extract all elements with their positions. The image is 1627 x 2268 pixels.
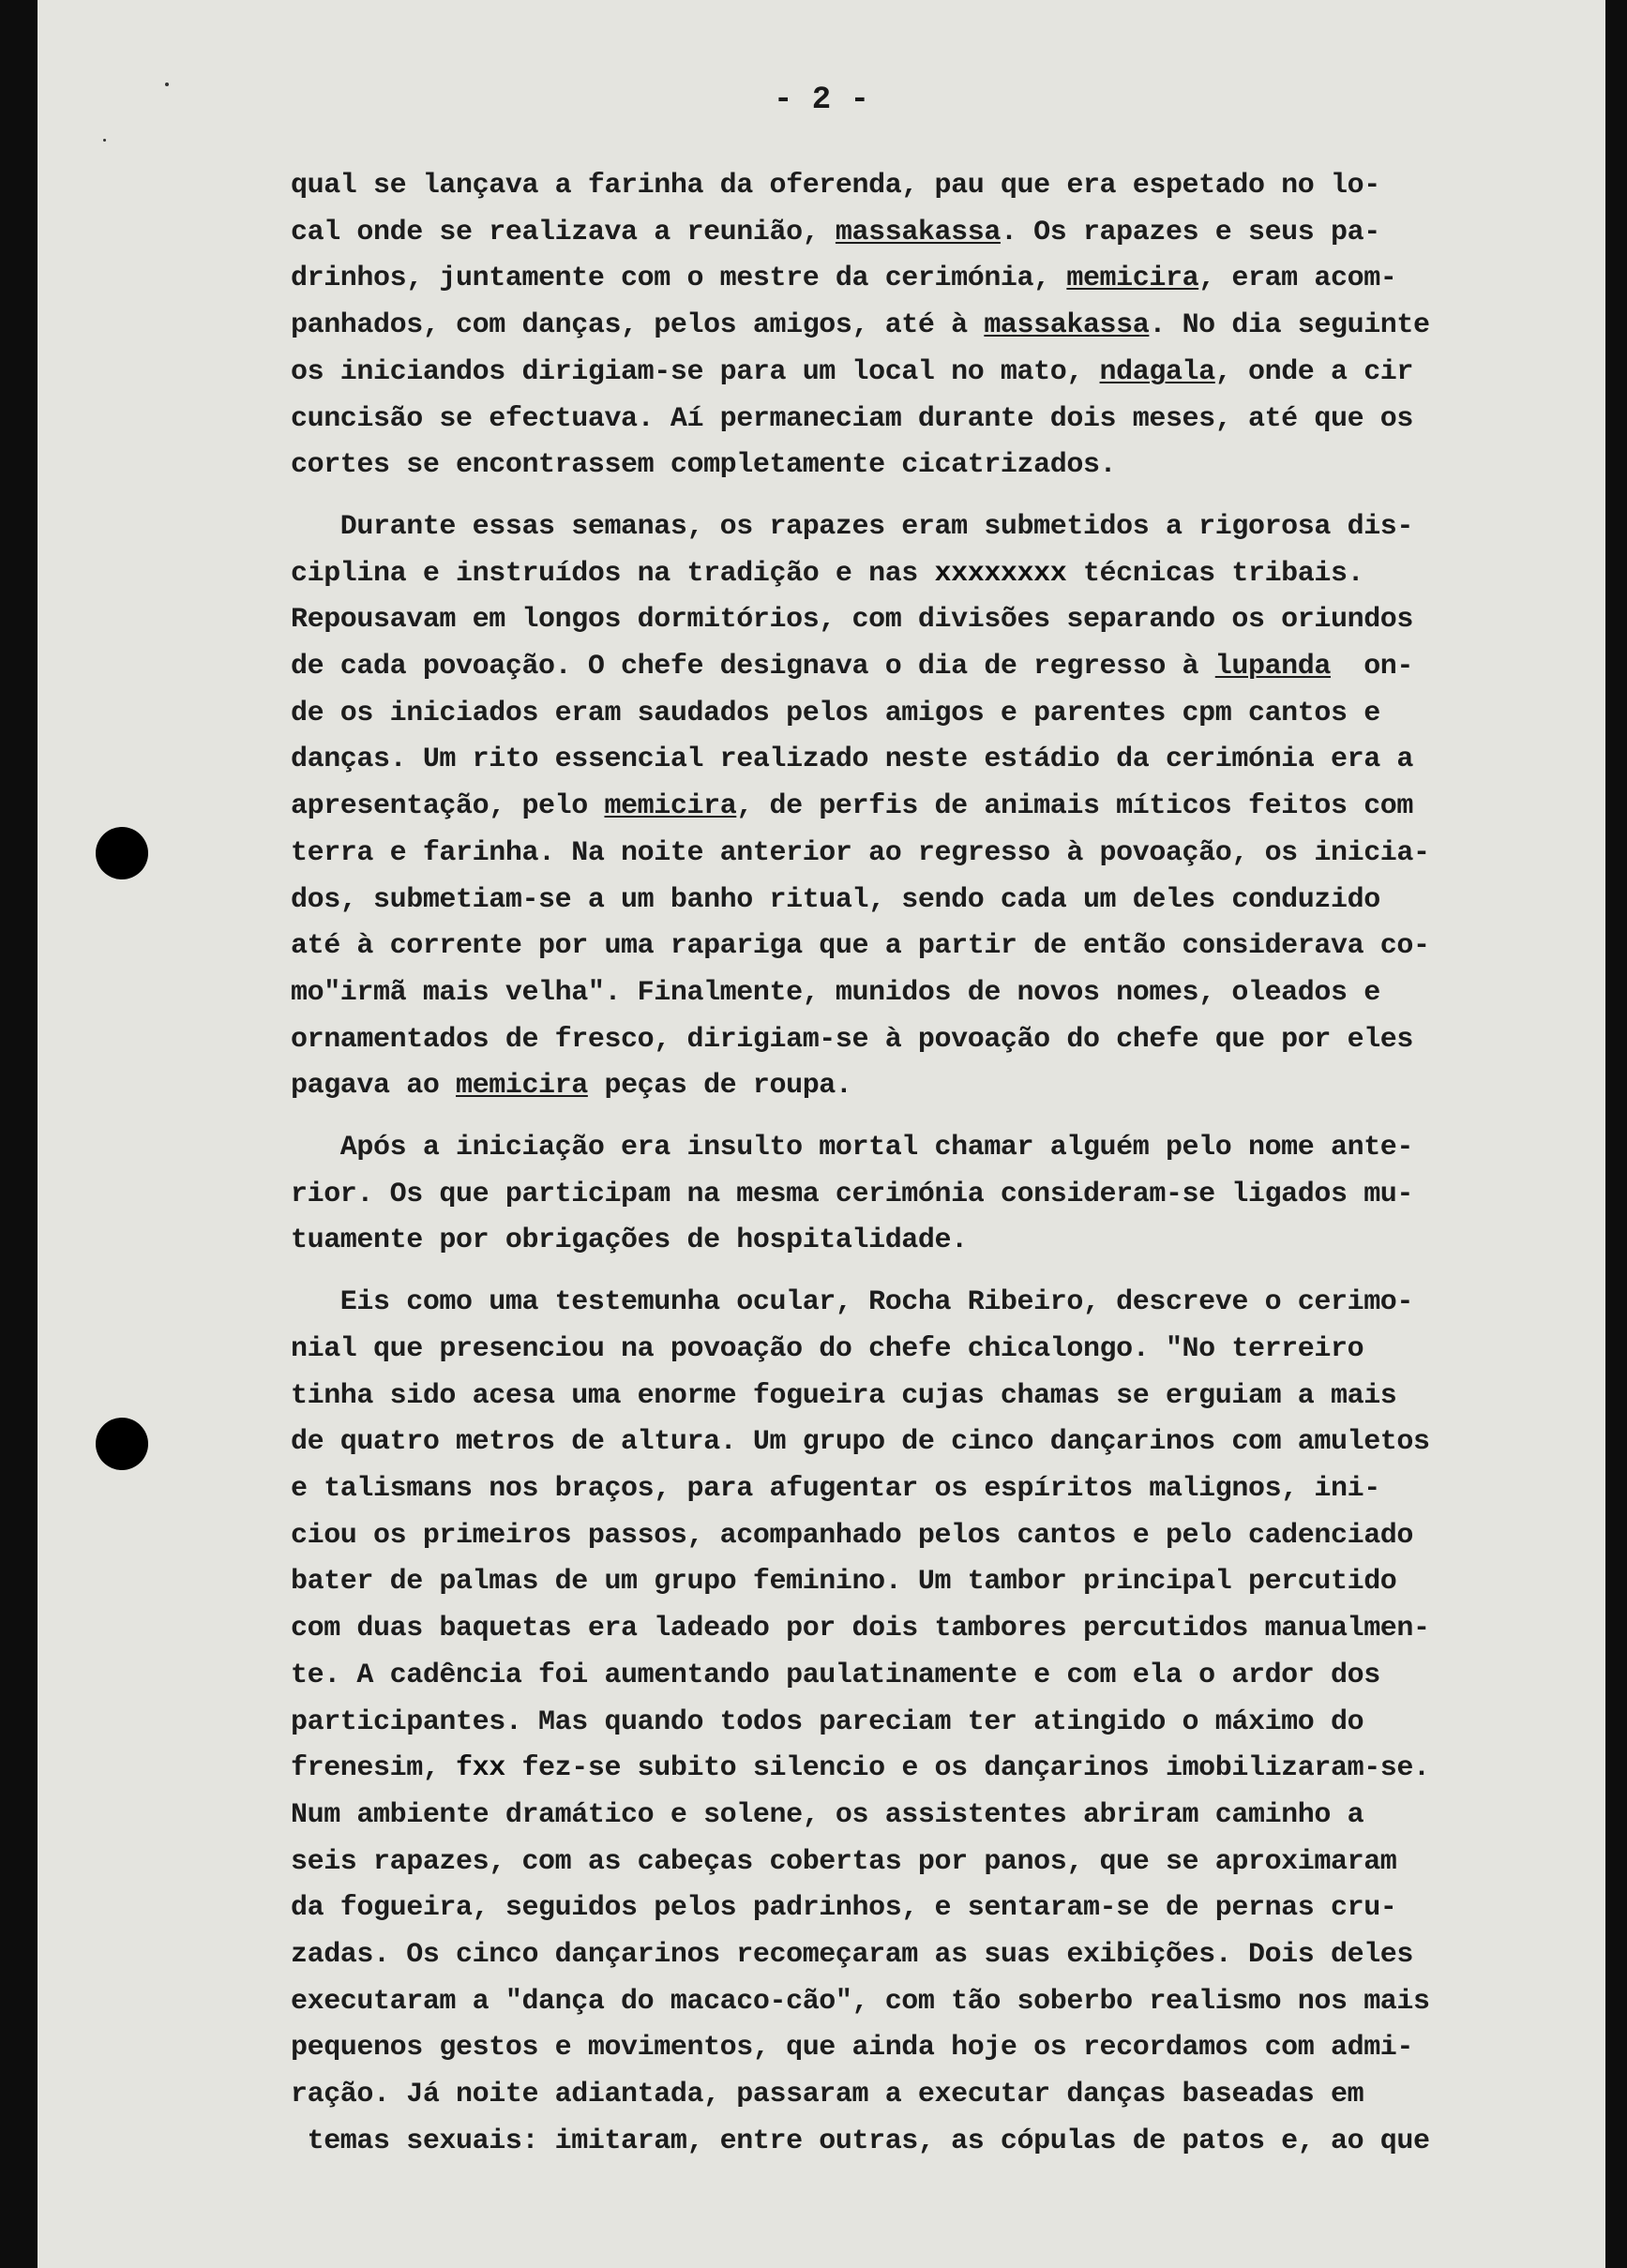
text-line bbox=[291, 1017, 1605, 1064]
text-line bbox=[291, 878, 1605, 924]
text-run: . No dia seguinte bbox=[1149, 309, 1430, 342]
text-line bbox=[291, 1793, 1605, 1840]
text-run: pagava ao bbox=[291, 1070, 457, 1103]
text-line bbox=[291, 1125, 1605, 1172]
text-line bbox=[291, 1513, 1605, 1560]
text-line bbox=[291, 970, 1605, 1017]
text-run: Após a iniciação era insulto mortal chamar alguém pelo nome ante- bbox=[291, 1132, 1413, 1164]
paragraph bbox=[291, 504, 1605, 1110]
text-line bbox=[291, 2025, 1605, 2072]
typed-body-text bbox=[291, 163, 1605, 2181]
text-line bbox=[291, 597, 1605, 644]
text-line bbox=[291, 210, 1605, 257]
underlined-term: memicira bbox=[604, 790, 737, 823]
paragraph bbox=[291, 1125, 1605, 1265]
text-run: de os iniciados eram saudados pelos amigos e parentes cpm cantos e bbox=[291, 697, 1380, 729]
text-line bbox=[291, 831, 1605, 878]
text-run: mo"irmã mais velha". Finalmente, munidos de novos nomes, oleados e bbox=[291, 976, 1380, 1009]
text-run: bater de palmas de um grupo feminino. Um tambor principal percutido bbox=[291, 1566, 1397, 1599]
text-line bbox=[291, 1932, 1605, 1979]
text-run: Repousavam em longos dormitórios, com divisões separando os oriundos bbox=[291, 604, 1413, 637]
text-line bbox=[291, 1979, 1605, 2026]
text-run: peças de roupa. bbox=[587, 1070, 852, 1103]
ink-speck bbox=[103, 139, 106, 142]
struck-out-text: xxxxxxxx bbox=[934, 557, 1067, 590]
text-line bbox=[291, 2119, 1605, 2166]
paragraph bbox=[291, 1280, 1605, 2165]
punch-hole-lower bbox=[96, 1418, 148, 1470]
text-line bbox=[291, 1374, 1605, 1420]
struck-out-text: fxx bbox=[456, 1752, 505, 1785]
text-line bbox=[291, 1840, 1605, 1886]
underlined-term: ndagala bbox=[1099, 355, 1215, 388]
text-line bbox=[291, 1746, 1605, 1793]
text-run: com duas baquetas era ladeado por dois tambores percutidos manualmen- bbox=[291, 1613, 1430, 1645]
text-run: Durante essas semanas, os rapazes eram submetidos a rigorosa dis- bbox=[291, 510, 1413, 543]
text-run: dos, submetiam-se a um banho ritual, sendo cada um deles conduzido bbox=[291, 883, 1380, 916]
text-line bbox=[291, 1172, 1605, 1219]
text-run: ração. Já noite adiantada, passaram a executar danças baseadas em bbox=[291, 2079, 1364, 2111]
text-run: rior. Os que participam na mesma cerimónia consideram-se ligados mu- bbox=[291, 1178, 1413, 1210]
text-run: cortes se encontrassem completamente cicatrizados. bbox=[291, 449, 1117, 482]
text-run: zadas. Os cinco dançarinos recomeçaram as suas exibições. Dois deles bbox=[291, 1939, 1413, 1972]
text-run: pequenos gestos e movimentos, que ainda hoje os recordamos com admi- bbox=[291, 2032, 1413, 2065]
text-run: executaram a "dança do macaco-cão", com tão soberbo realismo nos mais bbox=[291, 1985, 1430, 2018]
underlined-term: memicira bbox=[456, 1070, 588, 1103]
text-line bbox=[291, 1606, 1605, 1653]
document-page bbox=[38, 0, 1605, 2268]
text-run: drinhos, juntamente com o mestre da cerimónia, bbox=[291, 263, 1067, 295]
text-run: nial que presenciou na povoação do chefe chicalongo. "No terreiro bbox=[291, 1332, 1364, 1365]
text-run: danças. Um rito essencial realizado neste estádio da cerimónia era a bbox=[291, 743, 1413, 776]
page-number: - 2 - bbox=[773, 83, 870, 118]
text-line bbox=[291, 1218, 1605, 1265]
text-line bbox=[291, 1419, 1605, 1466]
underlined-term: massakassa bbox=[984, 309, 1150, 342]
text-run: tuamente por obrigações de hospitalidade. bbox=[291, 1224, 968, 1257]
text-run: seis rapazes, com as cabeças cobertas por panos, que se aproximaram bbox=[291, 1845, 1397, 1878]
text-run: , onde a cir bbox=[1214, 355, 1414, 388]
text-run: ciplina e instruídos na tradição e nas bbox=[291, 557, 935, 590]
text-line bbox=[291, 504, 1605, 551]
text-run: temas sexuais: imitaram, entre outras, as cópulas de patos e, ao que bbox=[291, 2125, 1430, 2157]
underlined-term: massakassa bbox=[835, 216, 1001, 248]
text-run: até à corrente por uma rapariga que a partir de então considerava co- bbox=[291, 930, 1430, 963]
text-line bbox=[291, 1466, 1605, 1513]
text-run: da fogueira, seguidos pelos padrinhos, e sentaram-se de pernas cru- bbox=[291, 1892, 1397, 1925]
text-run: , eram acom- bbox=[1198, 263, 1397, 295]
text-run: de quatro metros de altura. Um grupo de cinco dançarinos com amuletos bbox=[291, 1426, 1430, 1459]
text-line bbox=[291, 303, 1605, 350]
text-run: cal onde se realizava a reunião, bbox=[291, 216, 836, 248]
text-line bbox=[291, 551, 1605, 598]
text-run: apresentação, pelo bbox=[291, 790, 605, 823]
text-run: ornamentados de fresco, dirigiam-se à povoação do chefe que por eles bbox=[291, 1023, 1413, 1056]
text-run: tinha sido acesa uma enorme fogueira cujas chamas se erguiam a mais bbox=[291, 1379, 1397, 1412]
text-line bbox=[291, 1885, 1605, 1932]
text-run: ciou os primeiros passos, acompanhado pelos cantos e pelo cadenciado bbox=[291, 1519, 1413, 1552]
text-run: cuncisão se efectuava. Aí permaneciam durante dois meses, até que os bbox=[291, 402, 1413, 435]
text-line bbox=[291, 691, 1605, 738]
text-line bbox=[291, 1327, 1605, 1374]
text-run: os iniciandos dirigiam-se para um local no mato, bbox=[291, 355, 1100, 388]
text-run: terra e farinha. Na noite anterior ao regresso à povoação, os inicia- bbox=[291, 836, 1430, 869]
text-line bbox=[291, 644, 1605, 691]
text-run: panhados, com danças, pelos amigos, até à bbox=[291, 309, 985, 342]
text-run: frenesim, bbox=[291, 1752, 457, 1785]
text-line bbox=[291, 2072, 1605, 2119]
punch-hole-upper bbox=[96, 827, 148, 879]
text-line bbox=[291, 1063, 1605, 1110]
text-run: técnicas tribais. bbox=[1066, 557, 1364, 590]
text-line bbox=[291, 256, 1605, 303]
text-run: on- bbox=[1331, 651, 1414, 683]
text-line bbox=[291, 1700, 1605, 1747]
paragraph bbox=[291, 163, 1605, 489]
text-run: de cada povoação. O chefe designava o dia de regresso à bbox=[291, 651, 1215, 683]
text-run: fez-se subito silencio e os dançarinos imobilizaram-se. bbox=[505, 1752, 1430, 1785]
text-line bbox=[291, 443, 1605, 489]
underlined-term: memicira bbox=[1066, 263, 1199, 295]
text-line bbox=[291, 737, 1605, 784]
text-line bbox=[291, 1559, 1605, 1606]
text-run: te. A cadência foi aumentando paulatinamente e com ela o ardor dos bbox=[291, 1659, 1380, 1691]
text-run: participantes. Mas quando todos pareciam ter atingido o máximo do bbox=[291, 1705, 1364, 1738]
text-line bbox=[291, 163, 1605, 210]
text-line bbox=[291, 1653, 1605, 1700]
text-line bbox=[291, 397, 1605, 443]
text-run: qual se lançava a farinha da oferenda, pau que era espetado no lo- bbox=[291, 170, 1380, 202]
text-run: Num ambiente dramático e solene, os assistentes abriram caminho a bbox=[291, 1798, 1364, 1831]
text-run: . Os rapazes e seus pa- bbox=[1000, 216, 1380, 248]
underlined-term: lupanda bbox=[1214, 651, 1331, 683]
text-run: e talismans nos braços, para afugentar os espíritos malignos, ini- bbox=[291, 1472, 1380, 1505]
text-run: Eis como uma testemunha ocular, Rocha Ribeiro, descreve o cerimo- bbox=[291, 1286, 1413, 1319]
text-line bbox=[291, 1280, 1605, 1327]
text-run: , de perfis de animais míticos feitos com bbox=[736, 790, 1414, 823]
text-line bbox=[291, 784, 1605, 831]
text-line bbox=[291, 924, 1605, 970]
text-line bbox=[291, 350, 1605, 397]
